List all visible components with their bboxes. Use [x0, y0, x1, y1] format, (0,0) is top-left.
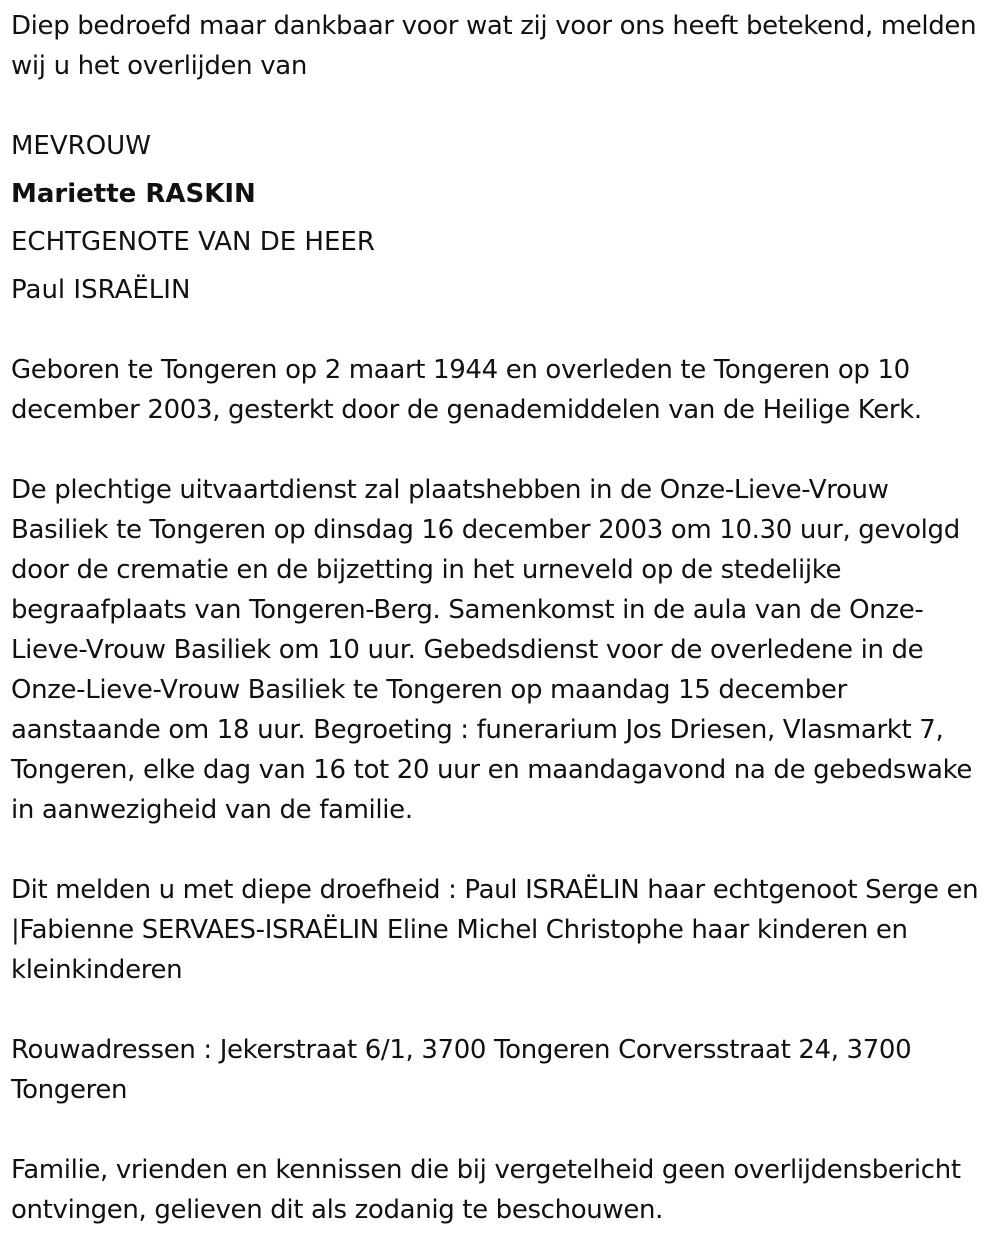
- spacer: [11, 430, 992, 470]
- intro-text: Diep bedroefd maar dankbaar voor wat zij voor ons heeft betekend, melden wij u het overlijden van: [11, 11, 977, 81]
- spacer: [11, 990, 992, 1030]
- family-text: Dit melden u met diepe droefheid : Paul ISRAËLIN haar echtgenoot Serge en |Fabienne SERVAES-ISRAËLIN Eline Michel Christophe haar kinderen en kleinkinderen: [11, 875, 979, 985]
- deceased-name: Mariette RASKIN: [11, 179, 256, 209]
- spacer: [11, 1110, 992, 1150]
- spouse-label: ECHTGENOTE VAN DE HEER: [11, 227, 375, 257]
- spacer: [11, 86, 992, 126]
- title-label: MEVROUW: [11, 131, 151, 161]
- ceremony-text: De plechtige uitvaartdienst zal plaatshebben in de Onze-Lieve-Vrouw Basiliek te Tongeren op dinsdag 16 december 2003 om 10.30 uur, gevolgd door de crematie en de bijzetting in het urneveld op de stedelijke begraafplaats van Tongeren-Berg. Samenkomst in de aula van de Onze-Lieve-Vrouw Basiliek om 10 uur. Gebedsdienst voor de overledene in de Onze-Lieve-Vrouw Basiliek te Tongeren op maandag 15 december aanstaande om 18 uur. Begroeting : funerarium Jos Driesen, Vlasmarkt 7, Tongeren, elke dag van 16 tot 20 uur en maandagavond na de gebedswake in aanwezigheid van de familie.: [11, 475, 973, 825]
- closing-text: Familie, vrienden en kennissen die bij vergetelheid geen overlijdensbericht ontvingen, gelieven dit als zodanig te beschouwen.: [11, 1155, 961, 1225]
- spacer: [11, 830, 992, 870]
- spacer: [11, 318, 992, 350]
- spouse-name: Paul ISRAËLIN: [11, 275, 191, 305]
- addresses-text: Rouwadressen : Jekerstraat 6/1, 3700 Tongeren Corversstraat 24, 3700 Tongeren: [11, 1035, 912, 1105]
- birth-death-text: Geboren te Tongeren op 2 maart 1944 en overleden te Tongeren op 10 december 2003, gesterkt door de genademiddelen van de Heilige Kerk.: [11, 355, 922, 425]
